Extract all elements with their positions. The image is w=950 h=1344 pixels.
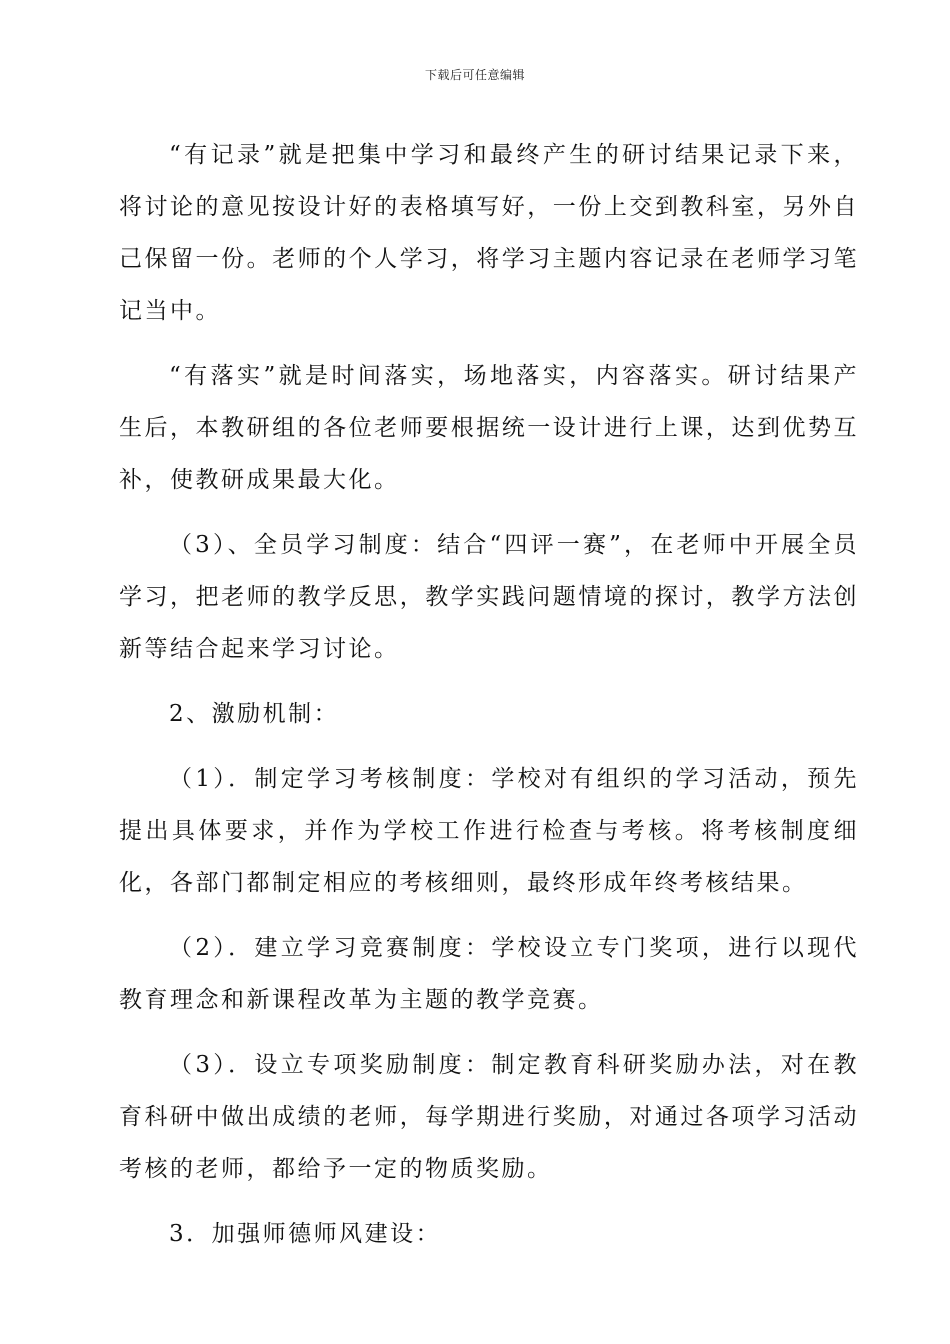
paragraph-assessment-system: （1）．制定学习考核制度：学校对有组织的学习活动，预先提出具体要求，并作为学校工作进行检查与考核。将考核制度细化，各部门都制定相应的考核细则，最终形成年终考核结果。 — [119, 766, 859, 896]
heading-teacher-ethics: 3．加强师德师风建设： — [169, 1221, 442, 1247]
document-body — [119, 129, 859, 1273]
heading-incentive-mechanism: 2、激励机制： — [169, 701, 340, 727]
paragraph-record: “有记录”就是把集中学习和最终产生的研讨结果记录下来，将讨论的意见按设计好的表格填写好，一份上交到教科室，另外自己保留一份。老师的个人学习，将学习主题内容记录在老师学习笔记当中。 — [119, 142, 859, 324]
page-header: 下载后可任意编辑 — [424, 68, 525, 82]
paragraph-reward-system: （3）．设立专项奖励制度：制定教育科研奖励办法，对在教育科研中做出成绩的老师，每学期进行奖励，对通过各项学习活动考核的老师，都给予一定的物质奖励。 — [119, 1052, 859, 1182]
paragraph-all-staff-study: （3）、全员学习制度：结合“四评一赛”，在老师中开展全员学习，把老师的教学反思，教学实践问题情境的探讨，教学方法创新等结合起来学习讨论。 — [119, 532, 859, 662]
paragraph-competition-system: （2）．建立学习竞赛制度：学校设立专门奖项，进行以现代教育理念和新课程改革为主题的教学竞赛。 — [119, 935, 859, 1013]
paragraph-implementation: “有落实”就是时间落实，场地落实，内容落实。研讨结果产生后，本教研组的各位老师要根据统一设计进行上课，达到优势互补，使教研成果最大化。 — [119, 363, 859, 493]
